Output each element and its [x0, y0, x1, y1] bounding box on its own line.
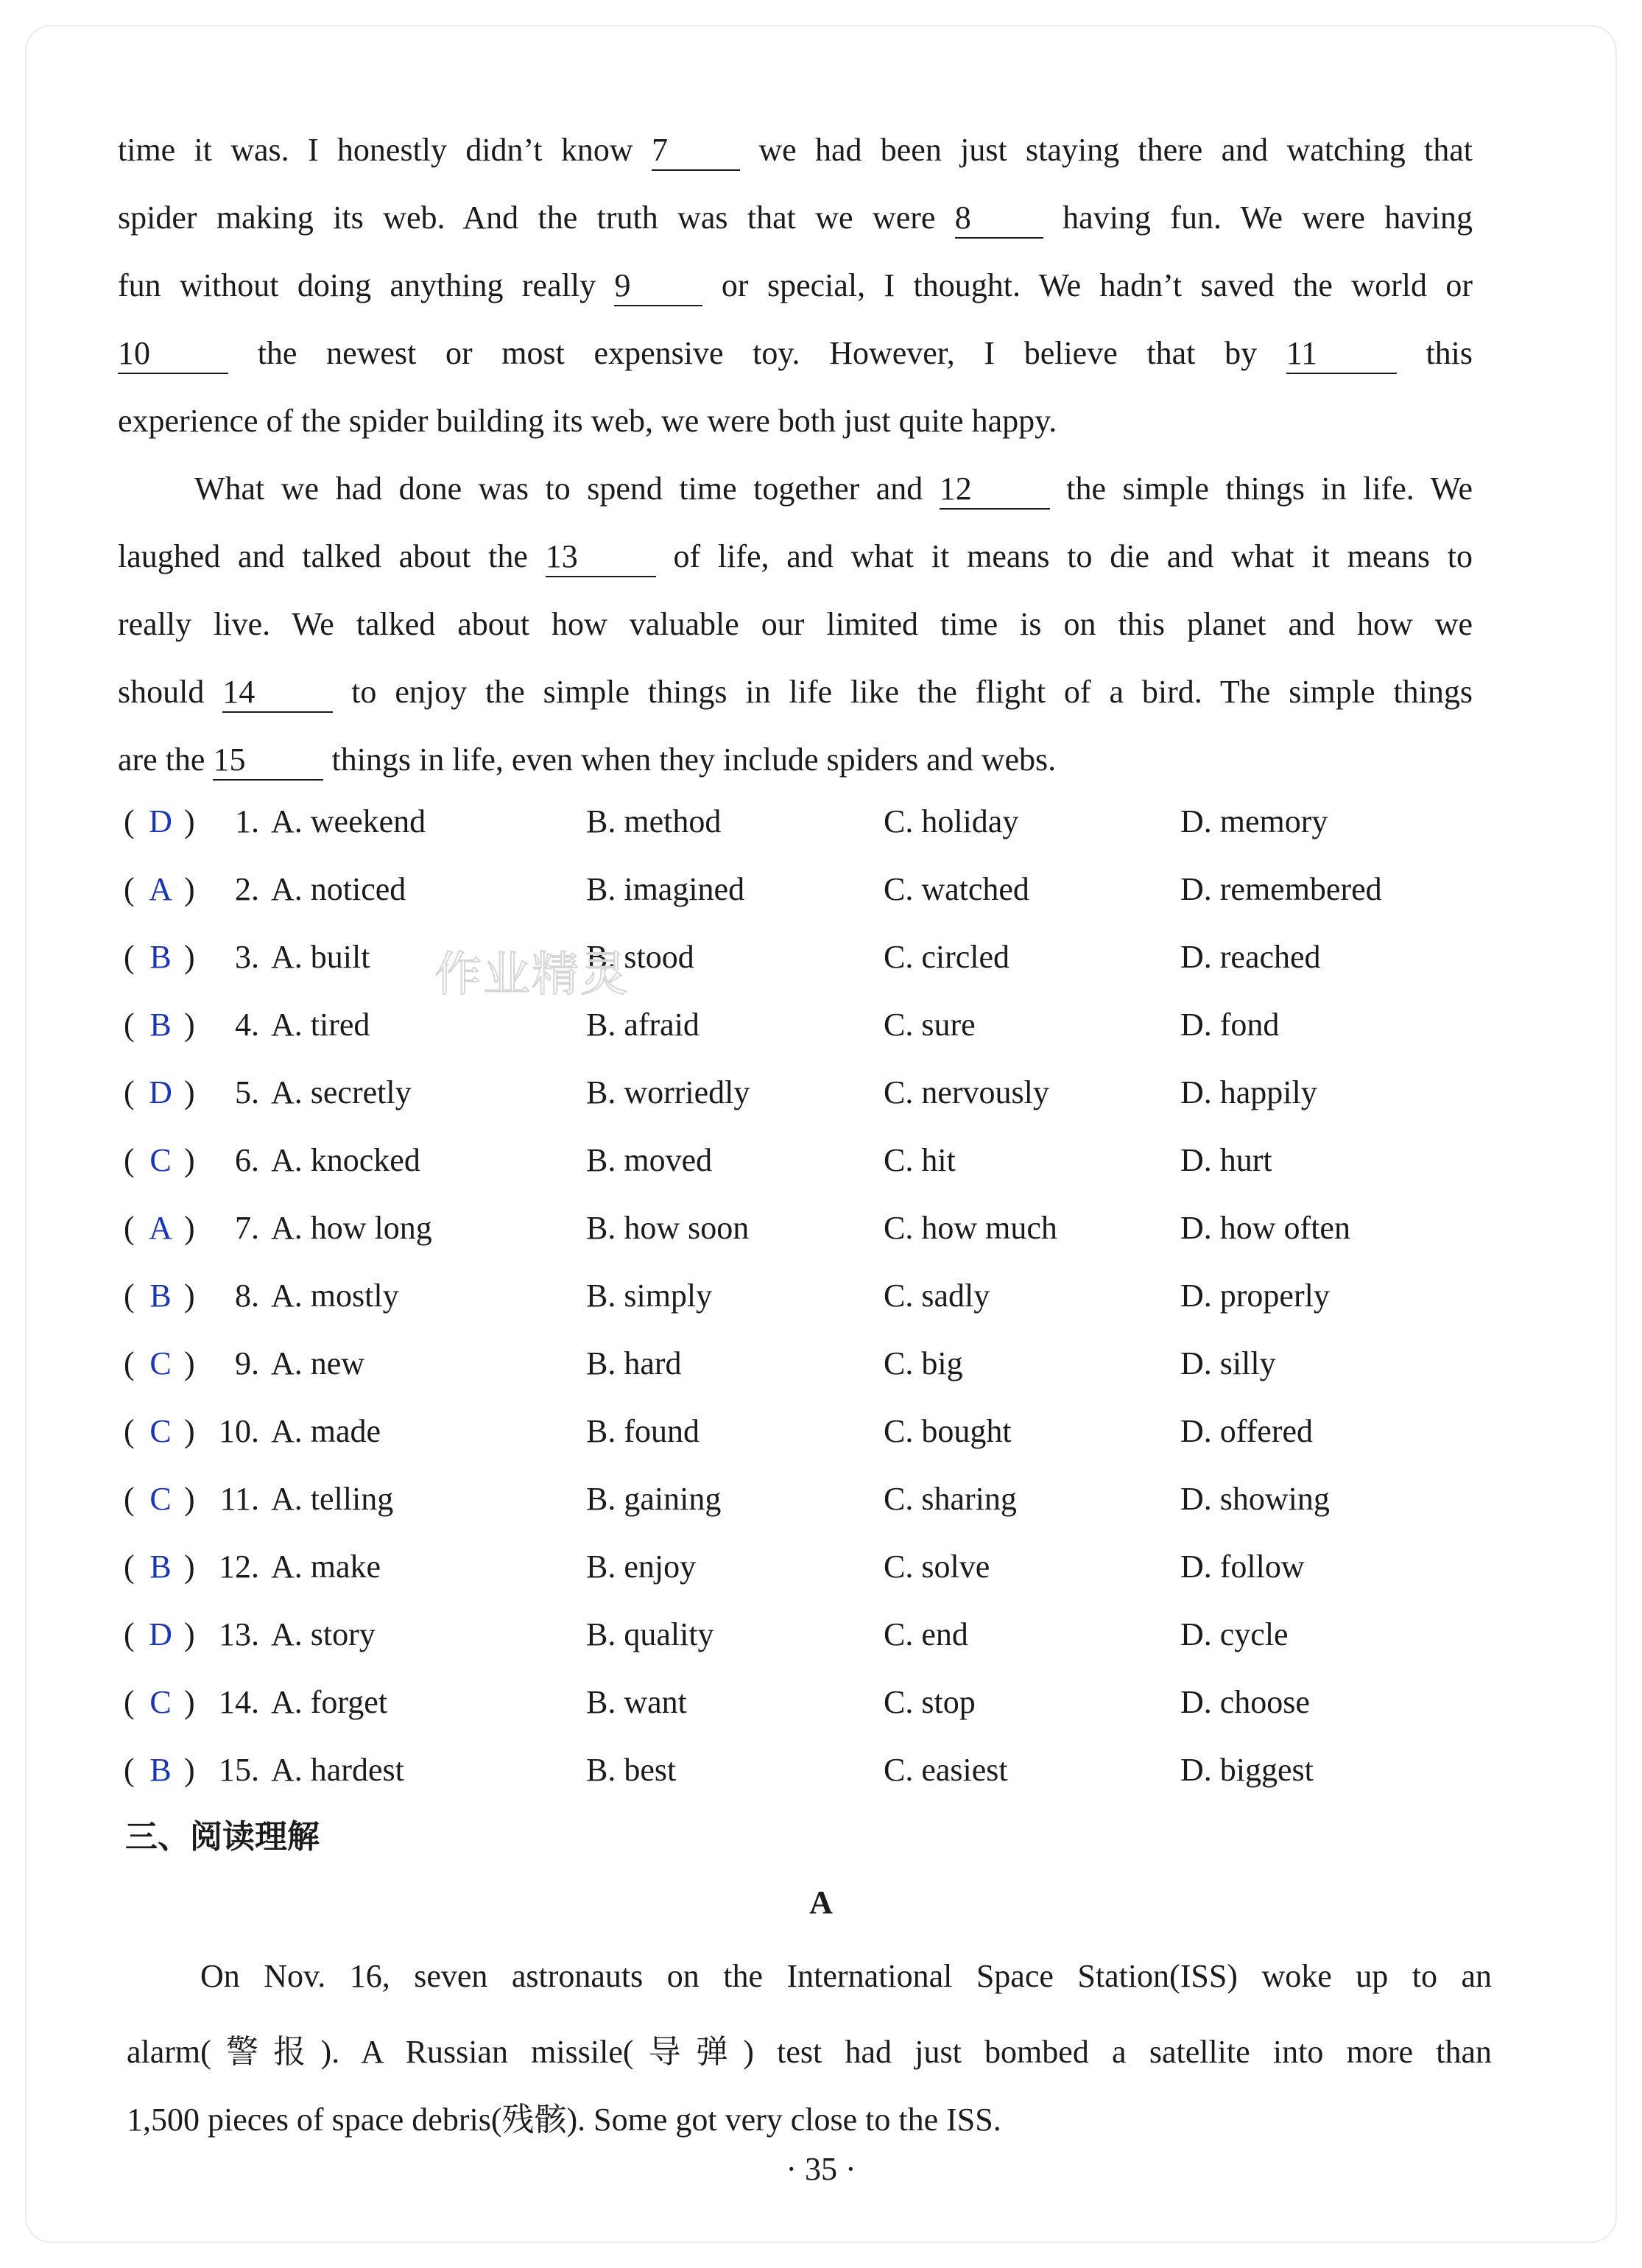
answer-letter: B [149, 1278, 172, 1314]
answer-letter: C [149, 1142, 172, 1178]
option-a: A. noticed [271, 871, 406, 907]
option-b: B. method [586, 803, 722, 839]
bracket-close: ) [184, 939, 195, 975]
bracket-open: ( [124, 871, 135, 907]
option-c: C. sadly [884, 1278, 990, 1314]
option-a: A. new [271, 1345, 365, 1381]
option-b: B. hard [586, 1345, 682, 1381]
option-b: B. moved [586, 1142, 713, 1178]
answer-letter: C [149, 1345, 172, 1381]
option-b: B. found [586, 1413, 700, 1449]
option-d: D. follow [1180, 1549, 1305, 1585]
bracket-close: ) [184, 1210, 195, 1246]
bracket-open: ( [124, 1752, 135, 1788]
bracket-open: ( [124, 1616, 135, 1652]
question-number: 6. [235, 1142, 259, 1178]
option-c: C. easiest [884, 1752, 1008, 1788]
bracket-close: ) [184, 1413, 195, 1449]
option-c: C. sure [884, 1007, 976, 1043]
question-number: 13. [219, 1616, 259, 1652]
option-a: A. hardest [271, 1752, 404, 1788]
option-d: D. hurt [1180, 1142, 1272, 1178]
option-b: B. imagined [586, 871, 745, 907]
option-d: D. happily [1180, 1074, 1317, 1110]
option-a: A. secretly [271, 1074, 412, 1110]
passage-heading: A [809, 1884, 833, 1920]
answer-letter: B [149, 939, 172, 975]
bracket-close: ) [184, 1345, 195, 1381]
option-b: B. enjoy [586, 1549, 697, 1585]
watermark-logo: 作业精灵 [434, 948, 629, 1002]
option-d: D. biggest [1180, 1752, 1314, 1788]
blank-7: 7 [652, 131, 740, 171]
passage-line: spider making its web. And the truth was that we were 8 having fun. We were having [118, 199, 1473, 239]
option-c: C. holiday [884, 803, 1019, 839]
question-number: 7. [235, 1210, 259, 1246]
question-number: 3. [235, 939, 259, 975]
answer-letter: A [149, 1210, 172, 1246]
bracket-open: ( [124, 1345, 135, 1381]
passage-line: laughed and talked about the 13 of life, and what it means to die and what it means to [118, 538, 1473, 577]
answer-letter: B [149, 1549, 172, 1585]
page-number: · 35 · [786, 2151, 856, 2187]
option-b: B. afraid [586, 1007, 700, 1043]
option-a: A. weekend [271, 803, 426, 839]
option-a: A. tired [271, 1007, 370, 1043]
option-c: C. watched [884, 871, 1029, 907]
bracket-open: ( [124, 1278, 135, 1314]
option-b: B. want [586, 1684, 687, 1720]
option-c: C. sharing [884, 1481, 1017, 1517]
option-b: B. stood [586, 939, 694, 975]
passage-line: On Nov. 16, seven astronauts on the International Space Station(ISS) woke up to an [200, 1958, 1492, 1994]
option-d: D. choose [1180, 1684, 1310, 1720]
option-a: A. forget [271, 1684, 388, 1720]
option-a: A. story [271, 1616, 376, 1652]
bracket-open: ( [124, 1413, 135, 1449]
answer-letter: A [149, 871, 172, 907]
option-d: D. properly [1180, 1278, 1330, 1314]
passage-line: fun without doing anything really 9 or special, I thought. We hadn’t saved the world or [118, 267, 1473, 306]
question-number: 15. [219, 1752, 259, 1788]
option-c: C. hit [884, 1142, 956, 1178]
blank-12: 12 [940, 470, 1050, 510]
answer-letter: D [149, 803, 172, 839]
bracket-close: ) [184, 1074, 195, 1110]
blank-15: 15 [213, 741, 323, 781]
answer-letter: C [149, 1684, 172, 1720]
option-c: C. solve [884, 1549, 990, 1585]
bracket-open: ( [124, 1142, 135, 1178]
option-c: C. how much [884, 1210, 1057, 1246]
question-number: 11. [219, 1481, 259, 1517]
question-number: 9. [235, 1345, 259, 1381]
passage-line: experience of the spider building its web, we were both just quite happy. [118, 403, 1057, 439]
option-b: B. gaining [586, 1481, 722, 1517]
option-a: A. how long [271, 1210, 432, 1246]
question-number: 14. [219, 1684, 259, 1720]
question-number: 5. [235, 1074, 259, 1110]
bracket-open: ( [124, 939, 135, 975]
blank-8: 8 [955, 199, 1043, 239]
option-d: D. showing [1180, 1481, 1330, 1517]
passage-line: What we had done was to spend time together and 12 the simple things in life. We [194, 470, 1473, 510]
passage-line: 1,500 pieces of space debris(残骸). Some got very close to the ISS. [127, 2102, 1001, 2138]
bracket-close: ) [184, 803, 195, 839]
answer-letter: B [149, 1752, 172, 1788]
question-number: 12. [219, 1549, 259, 1585]
passage-line: really live. We talked about how valuable our limited time is on this planet and how we [118, 606, 1473, 642]
option-a: A. make [271, 1549, 381, 1585]
blank-9: 9 [614, 267, 702, 306]
passage-line: 10 the newest or most expensive toy. However, I believe that by 11 this [118, 334, 1473, 374]
bracket-open: ( [124, 803, 135, 839]
section-title: 三、阅读理解 [125, 1818, 320, 1856]
question-number: 2. [235, 871, 259, 907]
option-c: C. bought [884, 1413, 1012, 1449]
option-a: A. mostly [271, 1278, 399, 1314]
answer-letter: C [149, 1413, 172, 1449]
option-c: C. end [884, 1616, 968, 1652]
question-number: 4. [235, 1007, 259, 1043]
bracket-close: ) [184, 1007, 195, 1043]
option-d: D. how often [1180, 1210, 1350, 1246]
bracket-open: ( [124, 1549, 135, 1585]
bracket-close: ) [184, 871, 195, 907]
bracket-close: ) [184, 1142, 195, 1178]
option-a: A. built [271, 939, 370, 975]
option-d: D. silly [1180, 1345, 1276, 1381]
blank-10: 10 [118, 334, 228, 374]
answer-letter: D [149, 1074, 172, 1110]
option-b: B. simply [586, 1278, 713, 1314]
passage-line: should 14 to enjoy the simple things in life like the flight of a bird. The simple things [118, 673, 1473, 713]
option-d: D. offered [1180, 1413, 1313, 1449]
bracket-open: ( [124, 1007, 135, 1043]
option-a: A. knocked [271, 1142, 420, 1178]
blank-14: 14 [222, 673, 333, 713]
bracket-close: ) [184, 1481, 195, 1517]
answer-letter: D [149, 1616, 172, 1652]
option-a: A. telling [271, 1481, 394, 1517]
option-d: D. remembered [1180, 871, 1382, 907]
blank-11: 11 [1286, 334, 1397, 374]
passage-line: are the 15 things in life, even when they include spiders and webs. [118, 741, 1473, 781]
bracket-open: ( [124, 1481, 135, 1517]
bracket-close: ) [184, 1278, 195, 1314]
question-number: 8. [235, 1278, 259, 1314]
option-b: B. worriedly [586, 1074, 750, 1110]
bracket-close: ) [184, 1549, 195, 1585]
option-c: C. stop [884, 1684, 976, 1720]
option-a: A. made [271, 1413, 381, 1449]
option-b: B. best [586, 1752, 677, 1788]
option-b: B. how soon [586, 1210, 750, 1246]
passage-line: alarm(警报). A Russian missile(导弹) test had just bombed a satellite into more than [127, 2034, 1492, 2070]
option-c: C. big [884, 1345, 963, 1381]
bracket-close: ) [184, 1684, 195, 1720]
bracket-open: ( [124, 1210, 135, 1246]
bracket-close: ) [184, 1616, 195, 1652]
option-d: D. cycle [1180, 1616, 1289, 1652]
answer-letter: B [149, 1007, 172, 1043]
blank-13: 13 [546, 538, 656, 577]
option-c: C. circled [884, 939, 1010, 975]
option-d: D. memory [1180, 803, 1328, 839]
answer-letter: C [149, 1481, 172, 1517]
passage-line: time it was. I honestly didn’t know 7 we had been just staying there and watching that [118, 131, 1473, 171]
option-d: D. reached [1180, 939, 1321, 975]
option-d: D. fond [1180, 1007, 1280, 1043]
option-c: C. nervously [884, 1074, 1049, 1110]
bracket-open: ( [124, 1684, 135, 1720]
bracket-close: ) [184, 1752, 195, 1788]
question-number: 10. [219, 1413, 259, 1449]
option-b: B. quality [586, 1616, 714, 1652]
question-number: 1. [235, 803, 259, 839]
bracket-open: ( [124, 1074, 135, 1110]
